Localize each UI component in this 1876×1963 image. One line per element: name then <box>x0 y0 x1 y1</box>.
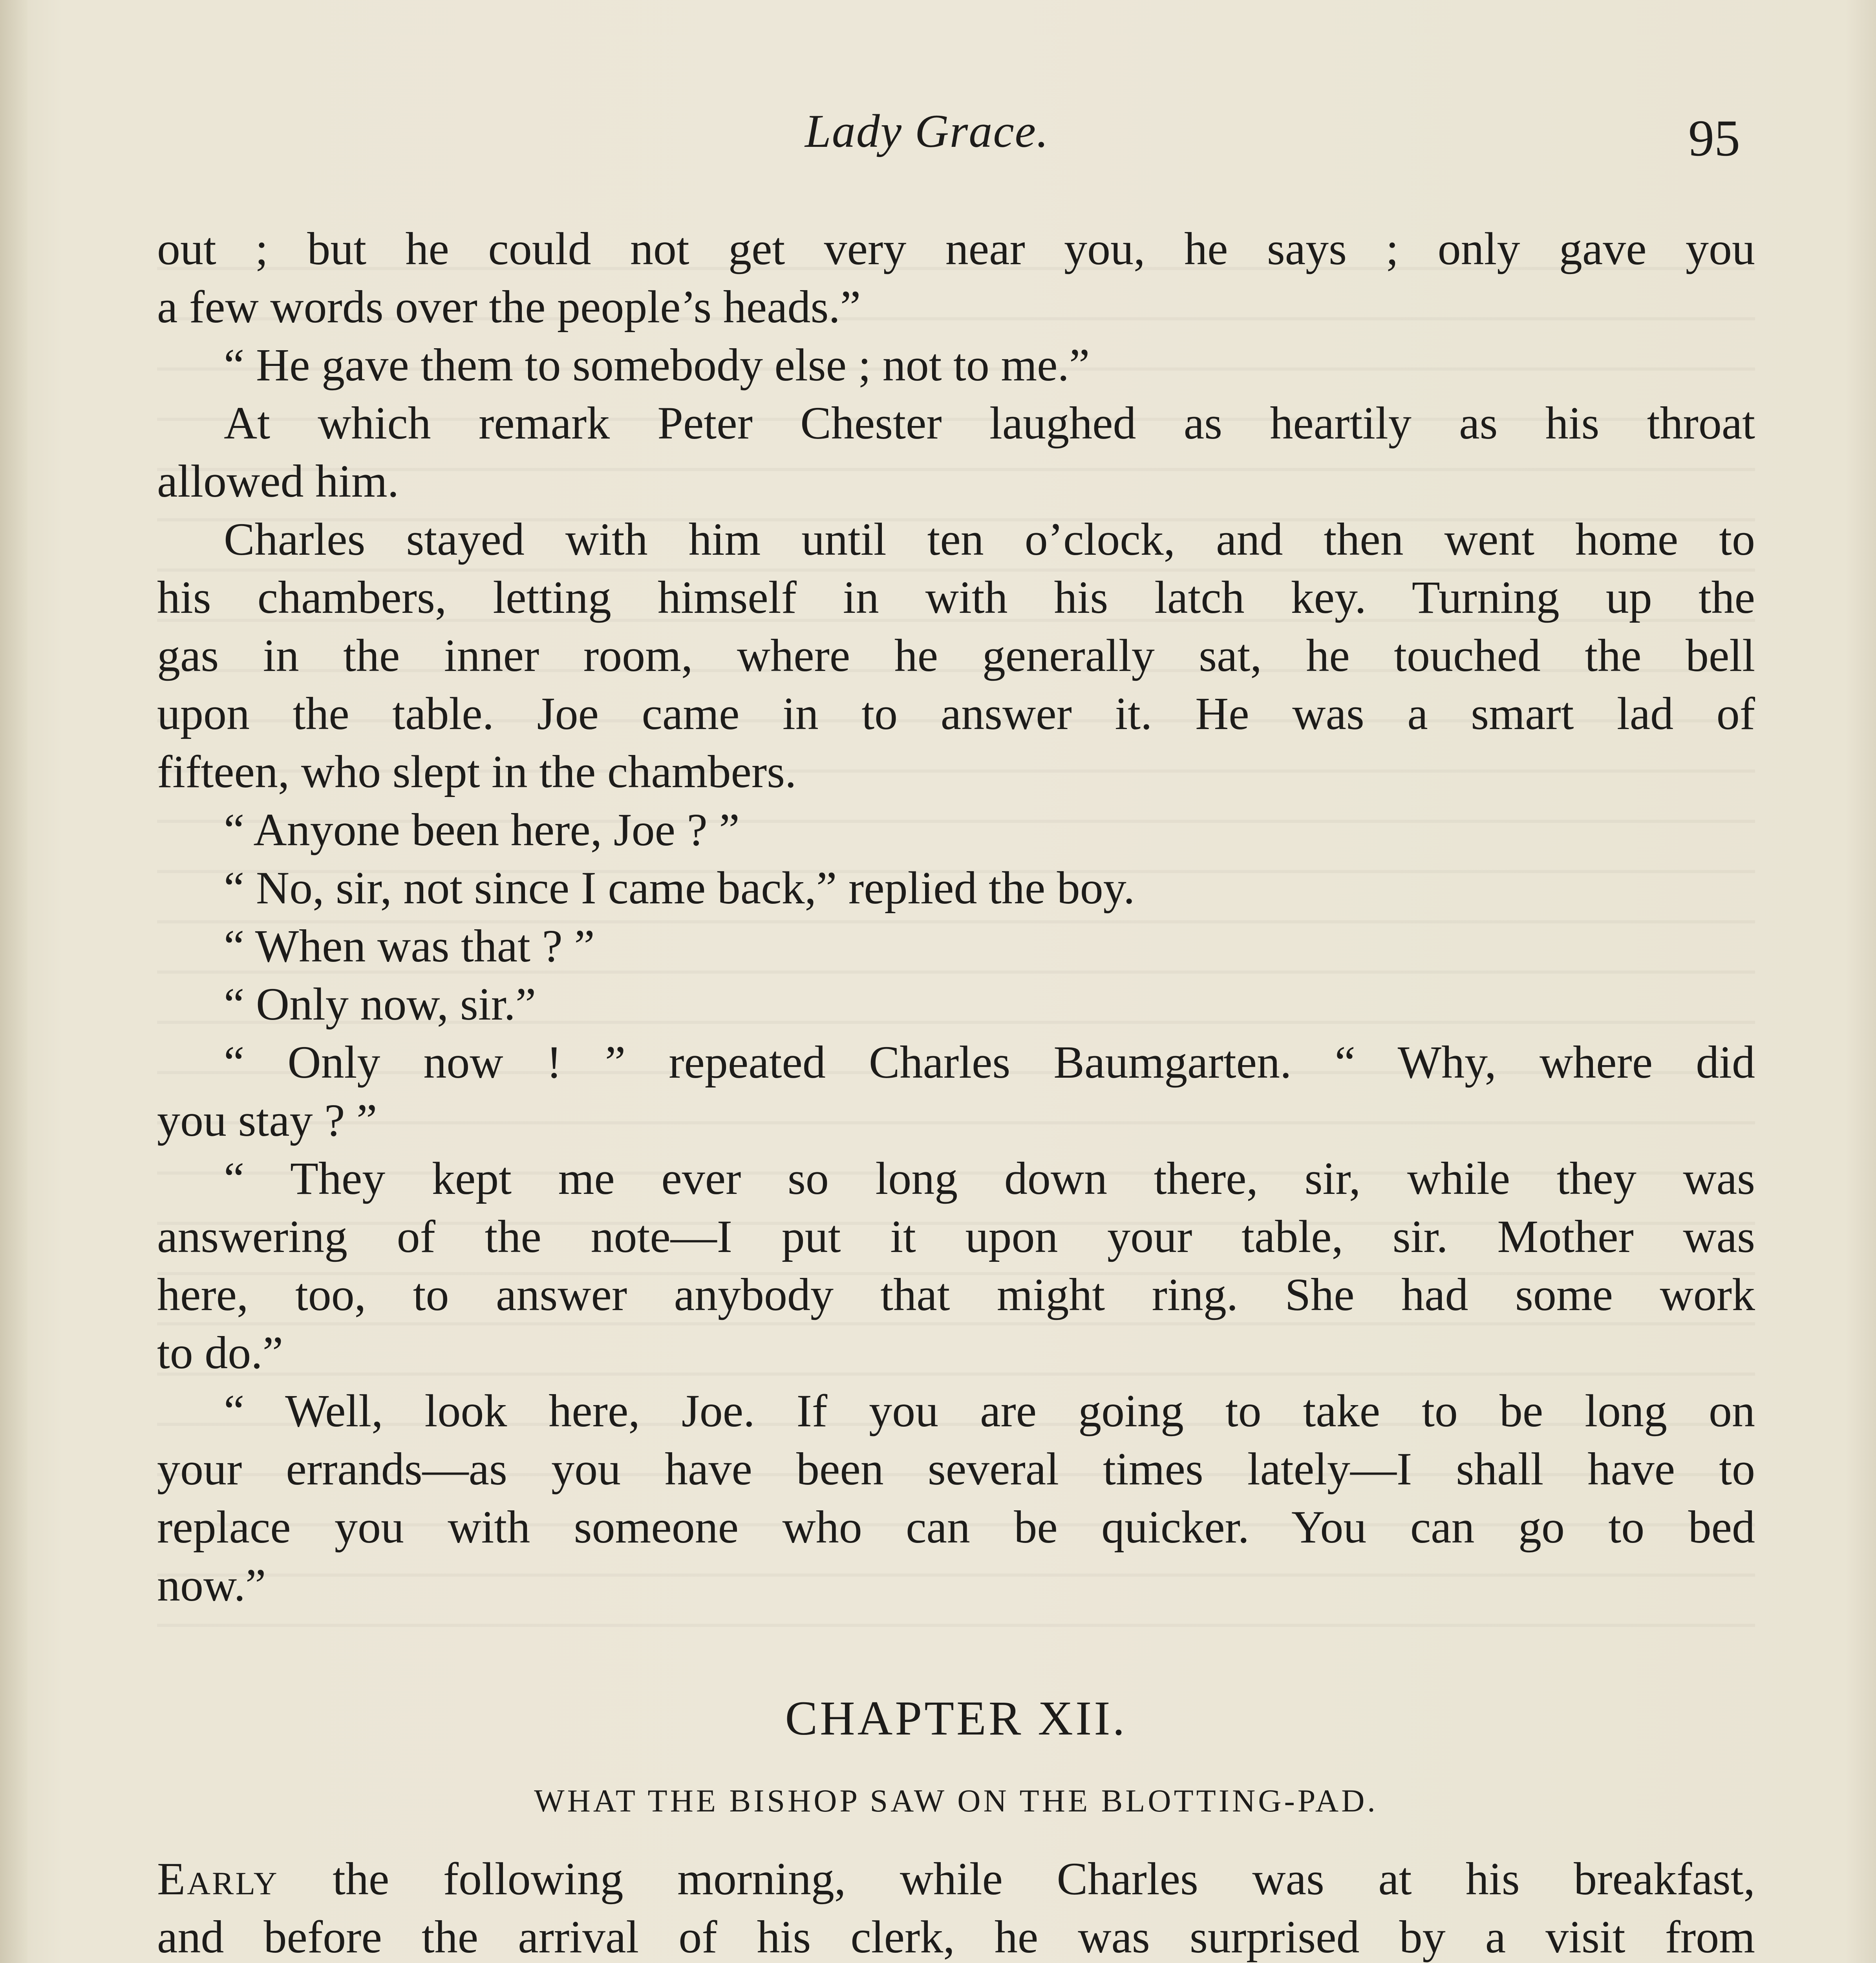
text-line: and before the arrival of his clerk, he was surprised by a visit from <box>157 1911 1755 1963</box>
text-line: his chambers, letting himself in with his latch key. Turning up the <box>157 572 1755 623</box>
page-number: 95 <box>1688 109 1740 167</box>
running-title: Lady Grace. <box>805 105 1049 157</box>
text-line: “ Anyone been here, Joe ? ” <box>224 804 740 855</box>
drop-word: Early <box>157 1853 279 1905</box>
text-line: gas in the inner room, where he generally sat, he touched the bell <box>157 630 1755 681</box>
text-line: Charles stayed with him until ten o’clock, and then went home to <box>224 514 1755 565</box>
text-line: replace you with someone who can be quicker. You can go to bed <box>157 1501 1755 1553</box>
section-1 <box>157 220 1755 1614</box>
page-body <box>157 220 1755 1963</box>
text-line: allowed him. <box>157 455 399 507</box>
text-line: fifteen, who slept in the chambers. <box>157 746 797 797</box>
text-line: “ They kept me ever so long down there, sir, while they was <box>224 1153 1755 1204</box>
text-line: “ When was that ? ” <box>224 920 595 972</box>
page-gutter <box>0 0 27 1963</box>
text-line: “ Only now ! ” repeated Charles Baumgarten. “ Why, where did <box>224 1036 1755 1088</box>
section-2 <box>157 1850 1755 1963</box>
text-line: your errands—as you have been several times lately—I shall have to <box>157 1443 1755 1495</box>
opening-line-text: the following morning, while Charles was at his breakfast, <box>278 1853 1755 1905</box>
chapter-subtitle: WHAT THE BISHOP SAW ON THE BLOTTING-PAD. <box>534 1783 1378 1819</box>
text-line: out ; but he could not get very near you, he says ; only gave you <box>157 223 1755 274</box>
text-line: “ No, sir, not since I came back,” replied the boy. <box>224 862 1135 914</box>
text-line: here, too, to answer anybody that might ring. She had some work <box>157 1269 1755 1320</box>
text-line: a few words over the people’s heads.” <box>157 281 861 333</box>
text-line: to do.” <box>157 1327 283 1378</box>
text-line: At which remark Peter Chester laughed as heartily as his throat <box>224 397 1755 449</box>
text-line: you stay ? ” <box>157 1095 377 1146</box>
text-line: “ He gave them to somebody else ; not to me.” <box>224 339 1090 391</box>
text-line: answering of the note—I put it upon your table, sir. Mother was <box>157 1211 1755 1262</box>
text-line: now.” <box>157 1559 266 1611</box>
text-line: upon the table. Joe came in to answer it. He was a smart lad of <box>157 688 1755 739</box>
text-line: “ Well, look here, Joe. If you are going to take to be long on <box>224 1385 1755 1437</box>
spacer <box>157 1834 1755 1850</box>
chapter-heading: CHAPTER XII. <box>785 1691 1127 1745</box>
text-line: “ Only now, sir.” <box>224 978 536 1030</box>
text-line-opening <box>157 1850 1755 1908</box>
page-header <box>0 104 1876 175</box>
